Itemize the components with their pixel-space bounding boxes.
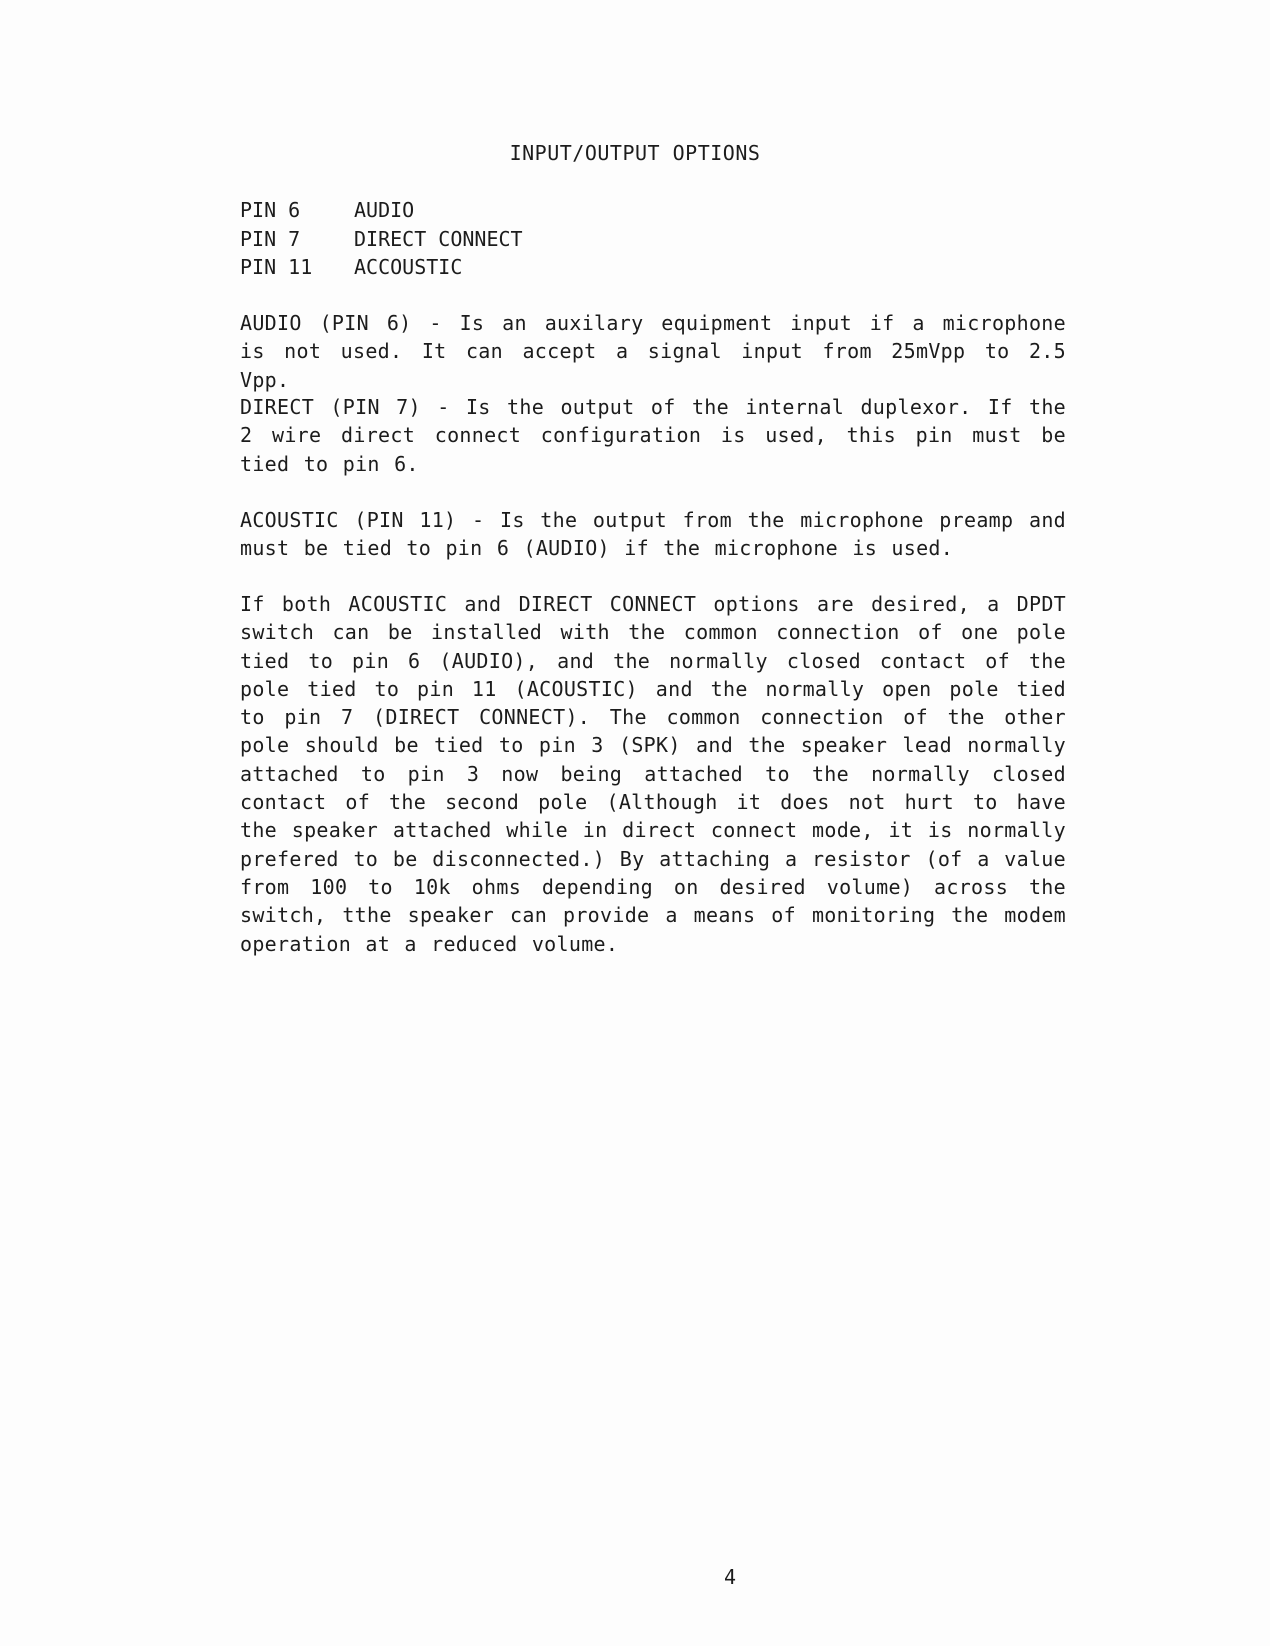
paragraph-dpdt-switch: If both ACOUSTIC and DIRECT CONNECT options are desired, a DPDT switch can be installed with the common connection of one pole tied to pin 6 (AUDIO), and the normally closed contact of the pole tied to pin 11 (ACOUSTIC) and the normally open pole tied to pin 7 (DIRECT CONNECT). The common connection of the other pole should be tied to pin 3 (SPK) and the speaker lead normally attached to pin 3 now being attached to the normally closed contact of the second pole (Although it does not hurt to have the speaker attached while in direct connect mode, it is normally prefered to be disconnected.) By attaching a resistor (of a value from 100 to 10k ohms depending on desired volume) across the switch, tthe speaker can provide a means of monitoring the modem operation at a reduced volume. — [240, 592, 1066, 956]
pin-number: PIN 7 — [240, 226, 301, 251]
paragraph-direct: DIRECT (PIN 7) - Is the output of the internal duplexor. If the 2 wire direct connect configuration is used, this pin must be tied to pin 6. — [240, 395, 1066, 476]
pin-row — [240, 196, 523, 225]
pin-function: ACCOUSTIC — [354, 255, 463, 279]
page-number: 4 — [723, 1565, 737, 1589]
pin-function: DIRECT CONNECT — [354, 226, 523, 251]
pin-row — [240, 225, 523, 254]
pin-number: PIN 11 — [240, 255, 313, 279]
pin-row — [240, 253, 523, 282]
pin-number: PIN 6 — [240, 198, 301, 222]
page-title: INPUT/OUTPUT OPTIONS — [509, 141, 761, 165]
pin-function: AUDIO — [354, 198, 415, 222]
paragraph-audio: AUDIO (PIN 6) - Is an auxilary equipment input if a microphone is not used. It can accept a signal input from 25mVpp to 2.5 Vpp. — [240, 311, 1066, 392]
pin-table — [240, 196, 523, 282]
paragraph-acoustic: ACOUSTIC (PIN 11) - Is the output from the microphone preamp and must be tied to pin 6 (AUDIO) if the microphone is used. — [240, 508, 1066, 561]
